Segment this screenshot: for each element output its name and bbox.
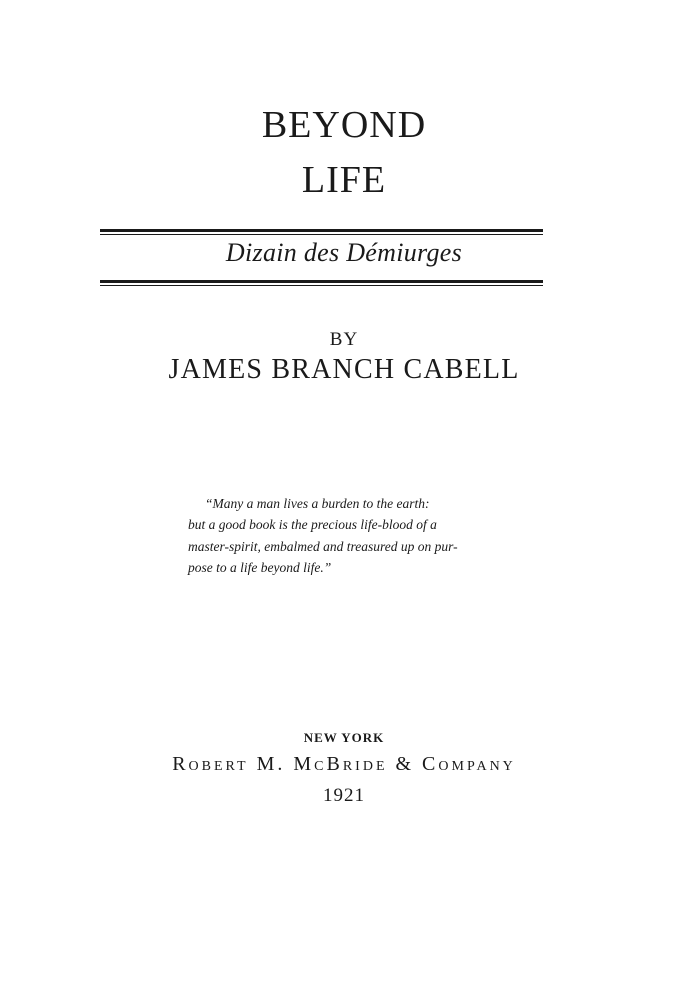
epigraph-line: pose to a life beyond life.” [188,560,332,575]
publication-place: NEW YORK [303,730,385,745]
epigraph-line: master-spirit, embalmed and treasured up on pur- [188,539,458,554]
top-rule [100,229,543,235]
epigraph-line: but a good book is the precious life-blood of a [188,517,437,532]
subtitle: Dizain des Démiurges [225,238,463,267]
bottom-rule [100,280,543,286]
title-line-2: LIFE [301,159,387,201]
publisher-name: Robert M. McBride & Company [172,753,516,775]
by-label: BY [329,329,359,350]
epigraph-line: “Many a man lives a burden to the earth: [205,496,430,511]
publication-year: 1921 [323,785,365,806]
author-name: JAMES BRANCH CABELL [168,354,520,385]
title-line-1: BEYOND [261,104,427,146]
